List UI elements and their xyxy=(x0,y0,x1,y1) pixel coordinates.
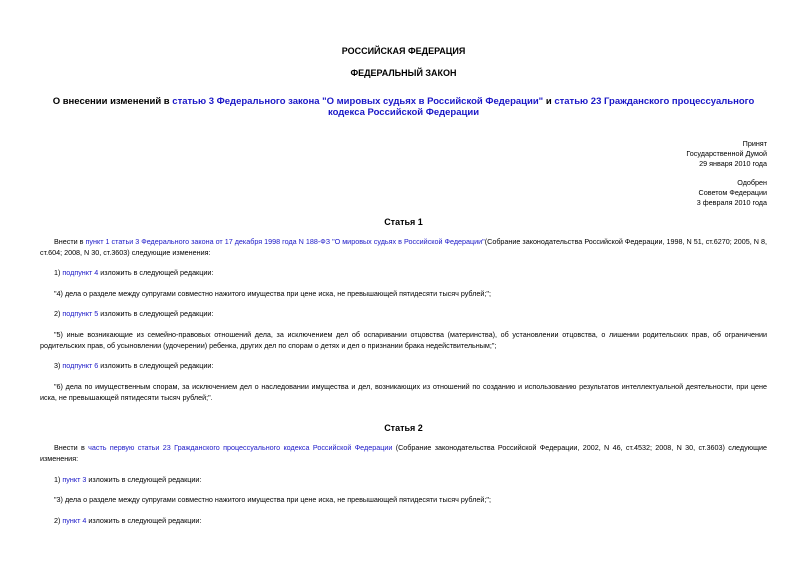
country-heading: РОССИЙСКАЯ ФЕДЕРАЦИЯ xyxy=(341,46,466,56)
approved-label: Одобрен xyxy=(737,178,767,187)
article-1-quote-1: "4) дела о разделе между супругами совместно нажитого имущества при цене иска, не превышающей пятидесяти тысяч рублей;"; xyxy=(54,289,491,298)
article-1-quote-3: "6) дела по имущественным спорам, за исключением дел о наследовании имущества и дел, возникающих из отношений по созданию и использованию результатов интеллектуальной деятельности, при цене иска, не превышающей пятидесяти тысяч рублей;". xyxy=(40,382,767,402)
article-1-item-3: 3) подпункт 6 изложить в следующей редакции: xyxy=(54,361,214,370)
article-1-item-1: 1) подпункт 4 изложить в следующей редакции: xyxy=(54,268,214,277)
article-2-gpk-link[interactable]: часть первую статьи 23 Гражданского процессуального кодекса Российской Федерации xyxy=(88,443,393,452)
article-2-quote-1: "3) дела о разделе между супругами совместно нажитого имущества при цене иска, не превышающей пятидесяти тысяч рублей;"; xyxy=(54,495,491,504)
adopted-body: Государственной Думой xyxy=(686,149,767,158)
article-2-intro: Внести в часть первую статьи 23 Гражданского процессуального кодекса Российской Федерации (Собрание законодательства Российской Федерации, 2002, N 46, ст.4532; 2008, N 30, ст.3603) следующие изменения: xyxy=(40,443,767,463)
point-4-link[interactable]: пункт 4 xyxy=(62,516,87,525)
title-link-gpk[interactable]: статью 23 Гражданского процессуального кодекса Российской Федерации xyxy=(327,96,755,118)
adoption-block xyxy=(686,139,767,169)
article-2-item-1: 1) пункт 3 изложить в следующей редакции: xyxy=(54,475,202,484)
approval-block xyxy=(697,178,767,208)
approved-date: 3 февраля 2010 года xyxy=(696,198,767,207)
title-prefix: О внесении изменений в xyxy=(52,96,173,107)
title-link-mirovye-sudi[interactable]: статью 3 Федерального закона "О мировых судьях в Российской Федерации" xyxy=(172,96,544,107)
article-2-item-2: 2) пункт 4 изложить в следующей редакции: xyxy=(54,516,202,525)
article-1-heading: Статья 1 xyxy=(384,217,423,227)
article-1-quote-2: "5) иные возникающие из семейно-правовых отношений дела, за исключением дел об оспаривании отцовства (материнства), об установлении отцовства, о лишении родительских прав, об ограничении родительских прав, об усыновлении (удочерении) ребенка, других дел по спорам о детях и дел о признании брака недействительным;"; xyxy=(40,330,767,350)
law-type-heading: ФЕДЕРАЛЬНЫЙ ЗАКОН xyxy=(350,68,457,78)
article-1-intro: Внести в пункт 1 статьи 3 Федерального закона от 17 декабря 1998 года N 188-ФЗ "О мировых судьях в Российской Федерации"(Собрание законодательства Российской Федерации, 1998, N 51, ст.6270; 2005, N 8, ст.604; 2008, N 30, ст.3603) следующие изменения: xyxy=(40,237,767,257)
article-1-law-link[interactable]: пункт 1 статьи 3 Федерального закона от 17 декабря 1998 года N 188-ФЗ "О мировых судьях в Российской Федерации" xyxy=(85,237,485,246)
title-middle: и xyxy=(543,96,555,107)
approved-body: Советом Федерации xyxy=(698,188,767,197)
subpoint-6-link[interactable]: подпункт 6 xyxy=(62,361,99,370)
point-3-link[interactable]: пункт 3 xyxy=(62,475,87,484)
adopted-date: 29 января 2010 года xyxy=(699,159,767,168)
adopted-label: Принят xyxy=(742,139,767,148)
subpoint-4-link[interactable]: подпункт 4 xyxy=(62,268,99,277)
subpoint-5-link[interactable]: подпункт 5 xyxy=(62,309,99,318)
law-title xyxy=(40,96,767,118)
article-1-item-2: 2) подпункт 5 изложить в следующей редакции: xyxy=(54,309,214,318)
article-2-heading: Статья 2 xyxy=(384,423,423,433)
